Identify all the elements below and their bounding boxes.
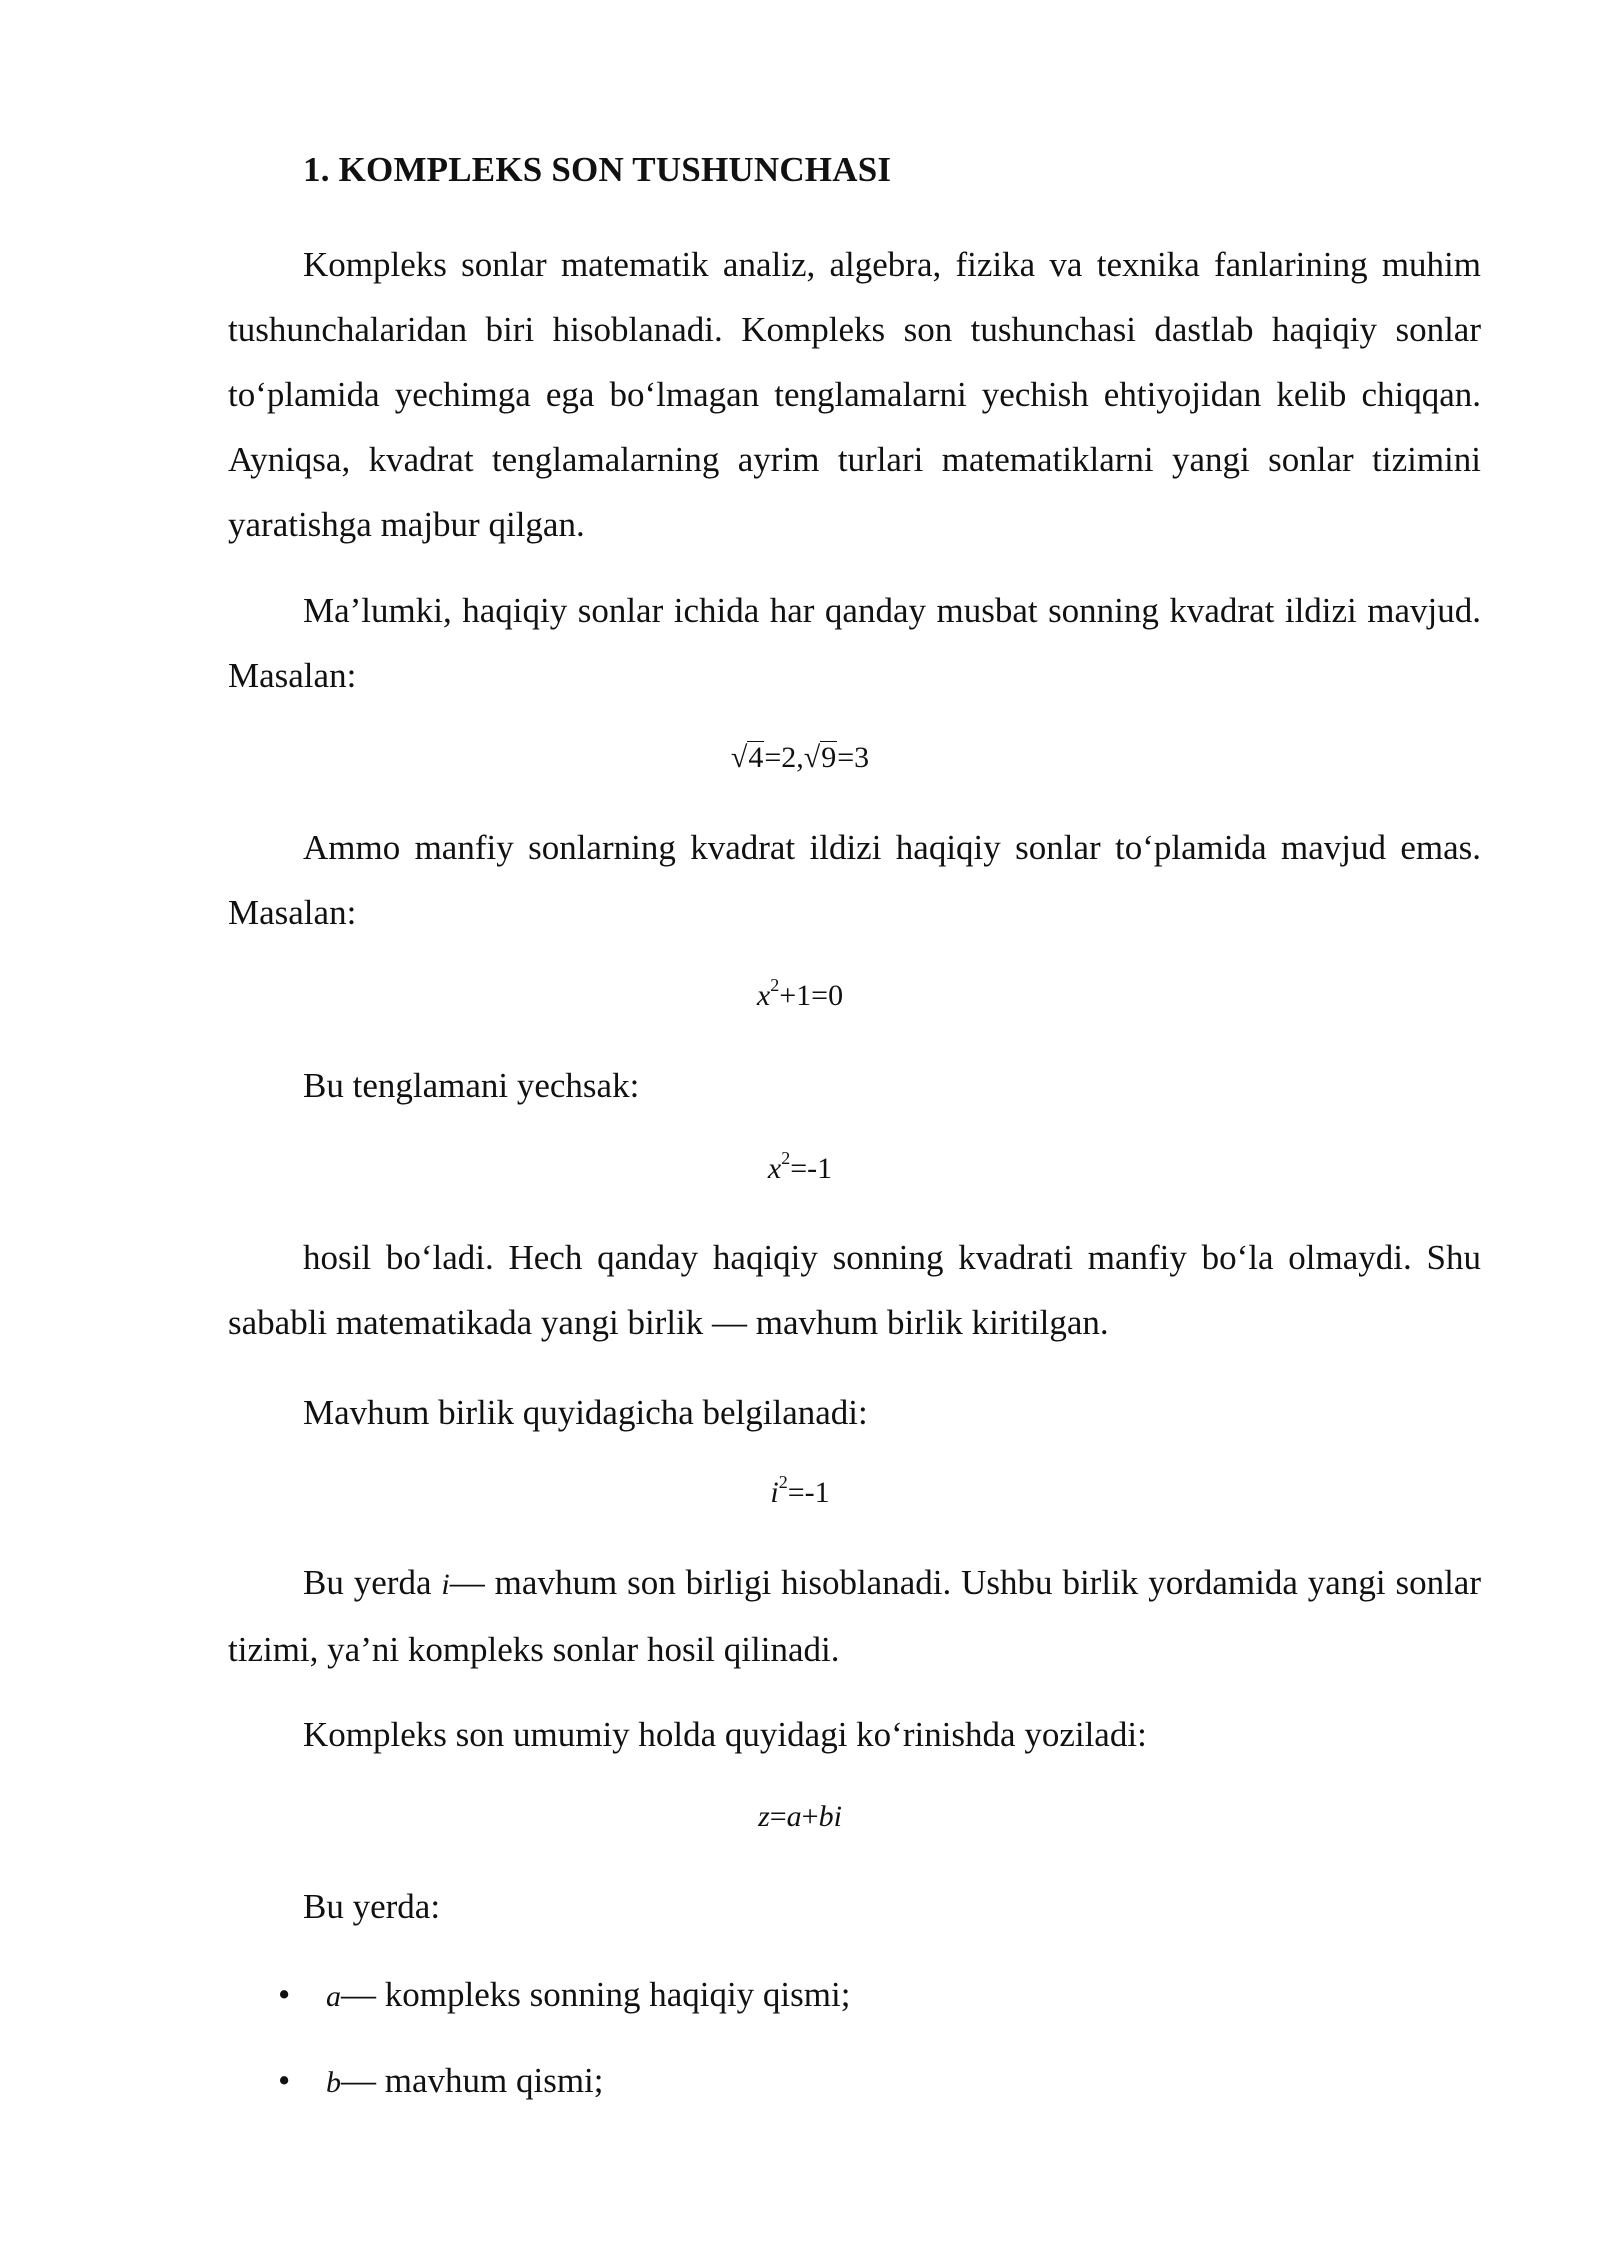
formula-x-squared-plus-one: $x^2+1=0$	[756, 975, 844, 1012]
bullet-marker: •	[278, 2061, 291, 2100]
formula-x-squared-minus-one: $x^2=-1$	[767, 1148, 833, 1185]
paragraph-where: Bu yerda:	[303, 1887, 441, 1926]
formula-complex-form: z=a+bi	[758, 1800, 842, 1833]
paragraph-solve: Bu tenglamani yechsak:	[303, 1066, 640, 1105]
section-heading: 1. KOMPLEKS SON TUSHUNCHASI	[303, 150, 892, 189]
sqrt-9: √9	[803, 741, 837, 774]
paragraph-real-roots: Ma’lumki, haqiqiy sonlar ichida har qanday musbat sonning kvadrat ildizi mavjud. Masalan:	[228, 591, 1481, 695]
formula-sqrt-examples: √4=2,√9=3	[0, 738, 1600, 778]
sqrt-4: √4	[730, 741, 764, 774]
paragraph-imaginary-unit-meaning: Bu yerda i— mavhum son birligi hisoblanadi. Ushbu birlik yordamida yangi sonlar tizimi, ya’ni kompleks sonlar hosil qilinadi.	[228, 1563, 1481, 1669]
paragraph-imaginary-notation: Mavhum birlik quyidagicha belgilanadi:	[303, 1393, 868, 1432]
paragraph-imaginary-unit-intro: hosil bo‘ladi. Hech qanday haqiqiy sonning kvadrati manfiy bo‘la olmaydi. Shu sababli matematikada yangi birlik — mavhum birlik kiritilgan.	[228, 1238, 1481, 1342]
formula-i-squared: $i^2=-1$	[770, 1472, 830, 1509]
bullet-marker: •	[278, 1975, 291, 2014]
paragraph-general-form: Kompleks son umumiy holda quyidagi ko‘rinishda yoziladi:	[303, 1715, 1147, 1754]
document-page: 1. KOMPLEKS SON TUSHUNCHASI Kompleks sonlar matematik analiz, algebra, fizika va texnika fanlarining muhim tushunchalaridan biri hisoblanadi. Kompleks son tushunchasi dastlab haqiqiy sonlar to‘plamida yechimga ega bo‘lmagan tenglamalarni yechish ehtiyojidan kelib chiqqan. Ayniqsa, kvadrat tenglamalarning ayrim turlari matematiklarni yangi sonlar tizimini yaratishga majbur qilgan. Ma’lumki, haqiqiy sonlar ichida har qanday musbat sonning kvadrat ildizi mavjud. Masalan: √4=2,√9=3 Ammo manfiy sonlarning kvadrat ildizi haqiqiy sonlar to‘plamida mavjud emas. Masalan: $x^2+1=0$ Bu tenglamani yechsak: $x^2=-1$ hosil bo‘ladi. Hech qanday haqiqiy sonning kvadrati manfiy bo‘la olmaydi. Shu sababli matematikada yangi birlik — mavhum birlik kiritilgan. Mavhum birlik quyidagicha belgilanadi: $i^2=-1$ Bu yerda i— mavhum son birligi hisoblanadi. Ushbu birlik yordamida yangi sonlar tizimi, ya’ni kompleks sonlar hosil qilinadi. Kompleks son umumiy holda quyidagi ko‘rinishda yoziladi: z=a+bi Bu yerda: • a— kompleks sonning haqiqiy qismi; • b— mavhum qismi;	[0, 0, 1600, 2262]
paragraph-intro: Kompleks sonlar matematik analiz, algebra, fizika va texnika fanlarining muhim tushunchalaridan biri hisoblanadi. Kompleks son tushunchasi dastlab haqiqiy sonlar to‘plamida yechimga ega bo‘lmagan tenglamalarni yechish ehtiyojidan kelib chiqqan. Ayniqsa, kvadrat tenglamalarning ayrim turlari matematiklarni yangi sonlar tizimini yaratishga majbur qilgan.	[228, 245, 1481, 544]
paragraph-negative-roots: Ammo manfiy sonlarning kvadrat ildizi haqiqiy sonlar to‘plamida mavjud emas. Masalan:	[228, 828, 1481, 932]
